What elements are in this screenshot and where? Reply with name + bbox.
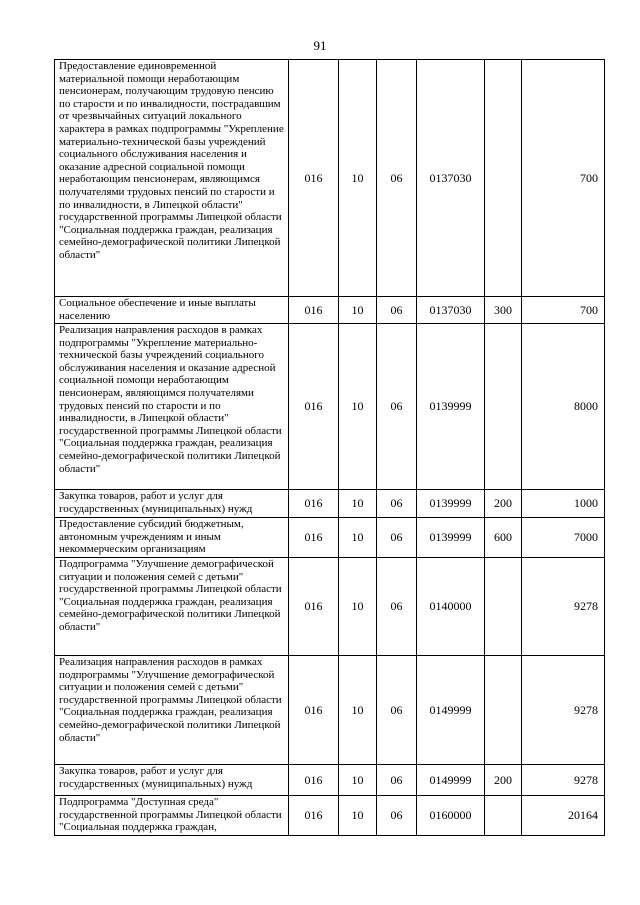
amount: 700 [522,297,605,324]
table-row [55,558,605,656]
row-description: Подпрограмма "Доступная среда" государственной программы Липецкой области "Социальная поддержка граждан, [55,796,289,836]
table-row [55,796,605,836]
ministry-code: 016 [289,518,339,558]
target-code: 0139999 [417,490,485,518]
target-code: 0149999 [417,656,485,765]
ministry-code: 016 [289,656,339,765]
section-code: 10 [339,656,377,765]
ministry-code: 016 [289,490,339,518]
expense-type-code [485,324,522,490]
row-description: Предоставление субсидий бюджетным, автономным учреждениям и иным некоммерческим организациям [55,518,289,558]
section-code: 10 [339,765,377,796]
section-code: 10 [339,297,377,324]
subsection-code: 06 [377,324,417,490]
row-description: Закупка товаров, работ и услуг для государственных (муниципальных) нужд [55,765,289,796]
amount: 8000 [522,324,605,490]
subsection-code: 06 [377,490,417,518]
ministry-code: 016 [289,324,339,490]
amount: 1000 [522,490,605,518]
ministry-code: 016 [289,765,339,796]
row-description: Социальное обеспечение и иные выплаты населению [55,297,289,324]
row-description: Реализация направления расходов в рамках подпрограммы "Укрепление материально-технической базы учреждений социального обслуживания населения и оказание адресной социальной помощи неработающим пенсионерам, являющимся получателями трудовых пенсий по старости и по инвалидности, в Липецкой области" государственной программы Липецкой области "Социальная поддержка граждан, реализация семейно-демографической политики Липецкой области" [55,324,289,490]
subsection-code: 06 [377,60,417,297]
target-code: 0140000 [417,558,485,656]
expense-type-code [485,796,522,836]
row-description: Предоставление единовременной материальной помощи неработающим пенсионерам, получающим трудовую пенсию по старости и по инвалидности, пострадавшим от чрезвычайных ситуаций локального характера в рамках подпрограммы "Укрепление материально-технической базы учреждений социального обслуживания населения и оказание адресной социальной помощи неработающим пенсионерам, являющимся получателями трудовых пенсий по старости и по инвалидности, в Липецкой области" государственной программы Липецкой области "Социальная поддержка граждан, реализация семейно-демографической политики Липецкой области" [55,60,289,297]
section-code: 10 [339,518,377,558]
expense-type-code: 200 [485,765,522,796]
budget-table-body [55,60,605,836]
expense-type-code: 200 [485,490,522,518]
ministry-code: 016 [289,297,339,324]
amount: 9278 [522,765,605,796]
section-code: 10 [339,324,377,490]
target-code: 0160000 [417,796,485,836]
target-code: 0149999 [417,765,485,796]
section-code: 10 [339,558,377,656]
amount: 700 [522,60,605,297]
expense-type-code [485,60,522,297]
expense-type-code [485,656,522,765]
target-code: 0139999 [417,324,485,490]
table-row [55,324,605,490]
amount: 9278 [522,656,605,765]
row-description: Подпрограмма "Улучшение демографической ситуации и положения семей с детьми" государственной программы Липецкой области "Социальная поддержка граждан, реализация семейно-демографической политики Липецкой области" [55,558,289,656]
amount: 20164 [522,796,605,836]
expense-type-code: 300 [485,297,522,324]
table-row [55,490,605,518]
expense-type-code [485,558,522,656]
table-row [55,765,605,796]
section-code: 10 [339,490,377,518]
subsection-code: 06 [377,297,417,324]
subsection-code: 06 [377,558,417,656]
row-description: Реализация направления расходов в рамках подпрограммы "Улучшение демографической ситуации и положения семей с детьми" государственной программы Липецкой области "Социальная поддержка граждан, реализация семейно-демографической политики Липецкой области" [55,656,289,765]
amount: 7000 [522,518,605,558]
target-code: 0137030 [417,297,485,324]
subsection-code: 06 [377,518,417,558]
table-row [55,297,605,324]
subsection-code: 06 [377,796,417,836]
ministry-code: 016 [289,558,339,656]
expense-type-code: 600 [485,518,522,558]
target-code: 0137030 [417,60,485,297]
table-row [55,60,605,297]
subsection-code: 06 [377,656,417,765]
ministry-code: 016 [289,796,339,836]
amount: 9278 [522,558,605,656]
table-row [55,518,605,558]
section-code: 10 [339,796,377,836]
row-description: Закупка товаров, работ и услуг для государственных (муниципальных) нужд [55,490,289,518]
budget-table [54,59,605,836]
page-number: 91 [313,38,327,53]
subsection-code: 06 [377,765,417,796]
section-code: 10 [339,60,377,297]
target-code: 0139999 [417,518,485,558]
ministry-code: 016 [289,60,339,297]
table-row [55,656,605,765]
